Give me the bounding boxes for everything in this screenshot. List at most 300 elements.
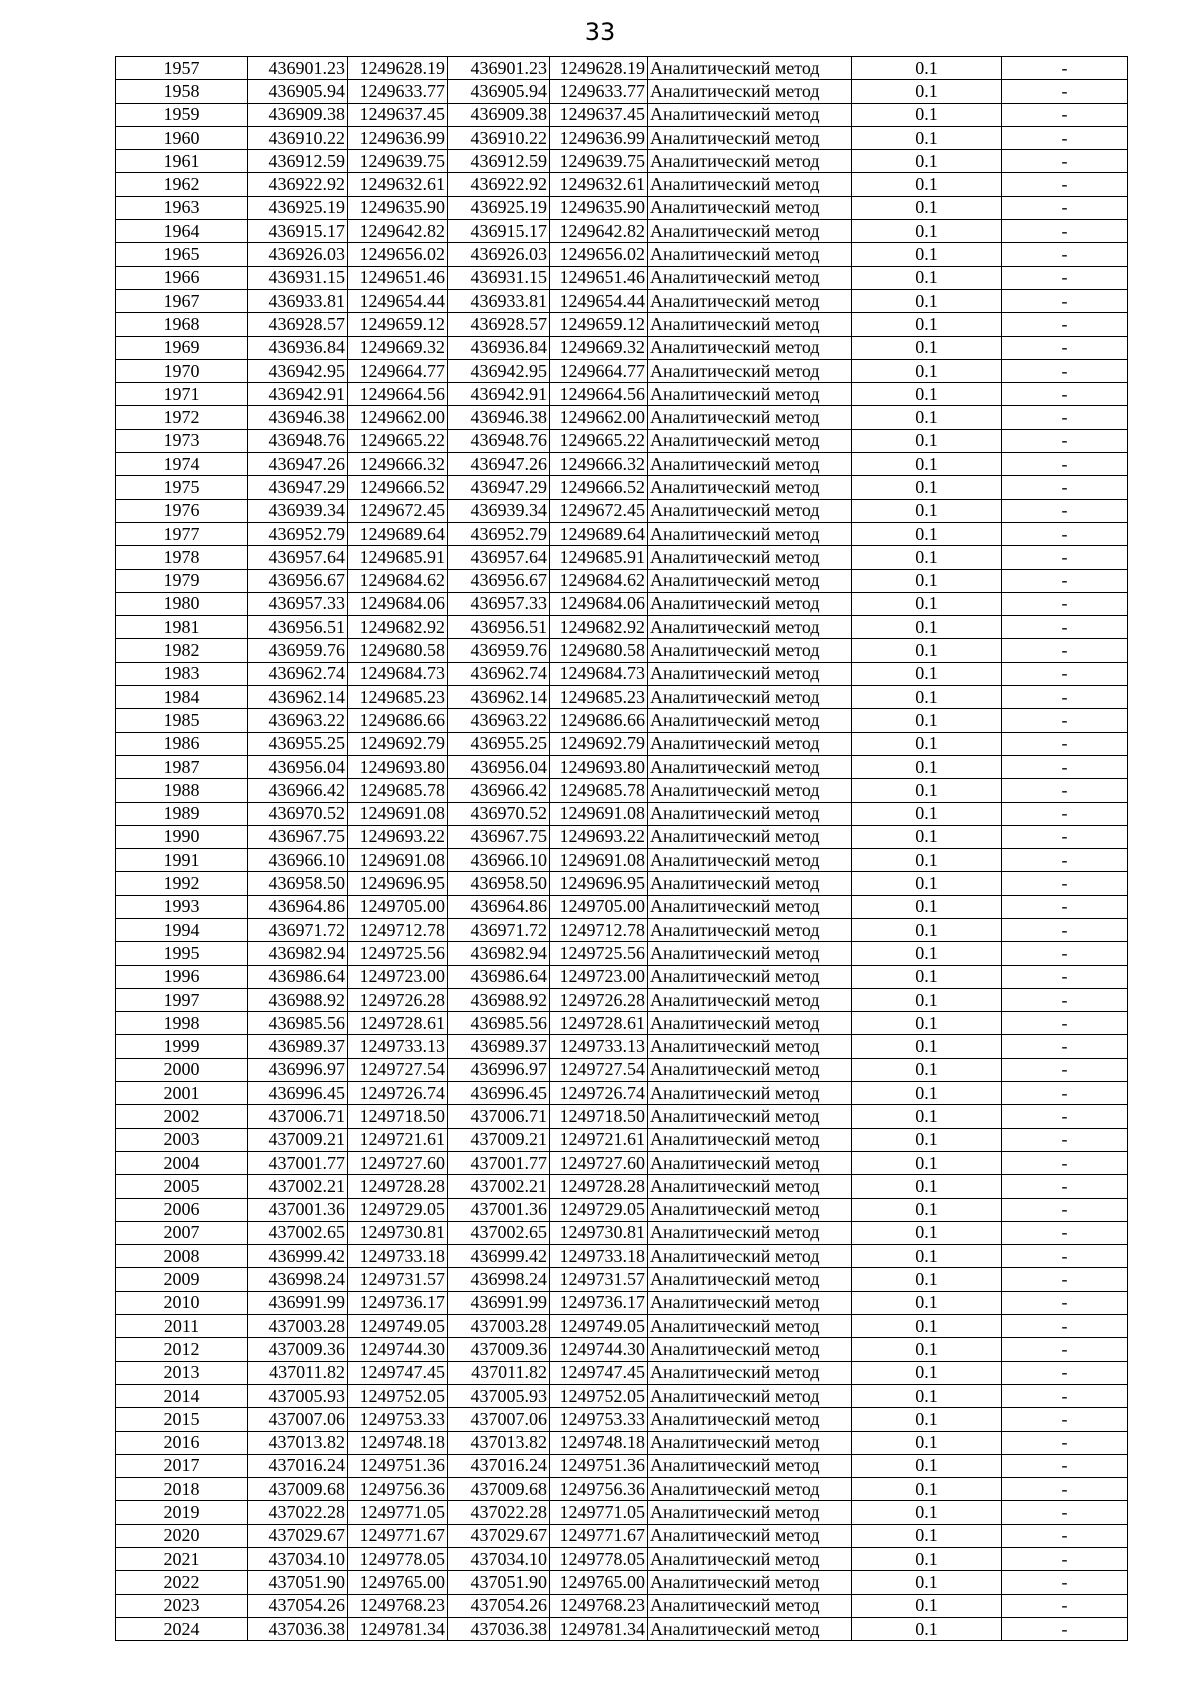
- y-coord-cell: 1249684.06: [550, 592, 648, 615]
- method-cell: Аналитический метод: [648, 476, 852, 499]
- y-coord-cell: 1249635.90: [550, 196, 648, 219]
- method-cell: Аналитический метод: [648, 592, 852, 615]
- method-cell: Аналитический метод: [648, 942, 852, 965]
- x-coord-cell: 436910.22: [448, 126, 550, 149]
- note-cell: -: [1002, 988, 1128, 1011]
- y-coord-cell: 1249628.19: [348, 57, 448, 80]
- y-coord-cell: 1249635.90: [348, 196, 448, 219]
- y-coord-cell: 1249691.08: [348, 849, 448, 872]
- table-row: [116, 1594, 1128, 1617]
- y-coord-cell: 1249731.57: [550, 1268, 648, 1291]
- x-coord-cell: 436957.33: [448, 592, 550, 615]
- coordinates-table: [115, 56, 1128, 1641]
- point-number-cell: 1965: [116, 243, 248, 266]
- y-coord-cell: 1249691.08: [550, 849, 648, 872]
- accuracy-cell: 0.1: [852, 662, 1002, 685]
- x-coord-cell: 436928.57: [248, 313, 348, 336]
- y-coord-cell: 1249685.91: [550, 546, 648, 569]
- accuracy-cell: 0.1: [852, 476, 1002, 499]
- x-coord-cell: 436985.56: [248, 1012, 348, 1035]
- y-coord-cell: 1249756.36: [348, 1478, 448, 1501]
- x-coord-cell: 436909.38: [248, 103, 348, 126]
- x-coord-cell: 436909.38: [448, 103, 550, 126]
- x-coord-cell: 436936.84: [248, 336, 348, 359]
- x-coord-cell: 437051.90: [448, 1571, 550, 1594]
- point-number-cell: 1993: [116, 895, 248, 918]
- y-coord-cell: 1249751.36: [348, 1454, 448, 1477]
- method-cell: Аналитический метод: [648, 1594, 852, 1617]
- x-coord-cell: 436991.99: [448, 1291, 550, 1314]
- table-row: [116, 1524, 1128, 1547]
- table-row: [116, 1478, 1128, 1501]
- table-row: [116, 1151, 1128, 1174]
- x-coord-cell: 437002.65: [248, 1221, 348, 1244]
- y-coord-cell: 1249768.23: [550, 1594, 648, 1617]
- note-cell: -: [1002, 1454, 1128, 1477]
- point-number-cell: 1991: [116, 849, 248, 872]
- accuracy-cell: 0.1: [852, 825, 1002, 848]
- table-row: [116, 1408, 1128, 1431]
- point-number-cell: 1998: [116, 1012, 248, 1035]
- y-coord-cell: 1249778.05: [348, 1548, 448, 1571]
- x-coord-cell: 436998.24: [448, 1268, 550, 1291]
- table-row: [116, 406, 1128, 429]
- x-coord-cell: 436998.24: [248, 1268, 348, 1291]
- x-coord-cell: 436939.34: [448, 499, 550, 522]
- note-cell: -: [1002, 476, 1128, 499]
- method-cell: Аналитический метод: [648, 639, 852, 662]
- y-coord-cell: 1249642.82: [550, 220, 648, 243]
- point-number-cell: 1975: [116, 476, 248, 499]
- point-number-cell: 2008: [116, 1245, 248, 1268]
- method-cell: Аналитический метод: [648, 453, 852, 476]
- note-cell: -: [1002, 57, 1128, 80]
- x-coord-cell: 436901.23: [448, 57, 550, 80]
- y-coord-cell: 1249749.05: [550, 1315, 648, 1338]
- method-cell: Аналитический метод: [648, 1454, 852, 1477]
- x-coord-cell: 437006.71: [448, 1105, 550, 1128]
- table-row: [116, 243, 1128, 266]
- accuracy-cell: 0.1: [852, 103, 1002, 126]
- table-row: [116, 686, 1128, 709]
- method-cell: Аналитический метод: [648, 1035, 852, 1058]
- y-coord-cell: 1249639.75: [348, 150, 448, 173]
- accuracy-cell: 0.1: [852, 1431, 1002, 1454]
- method-cell: Аналитический метод: [648, 383, 852, 406]
- method-cell: Аналитический метод: [648, 1082, 852, 1105]
- x-coord-cell: 437054.26: [448, 1594, 550, 1617]
- y-coord-cell: 1249781.34: [550, 1617, 648, 1640]
- x-coord-cell: 437034.10: [448, 1548, 550, 1571]
- accuracy-cell: 0.1: [852, 1105, 1002, 1128]
- accuracy-cell: 0.1: [852, 802, 1002, 825]
- y-coord-cell: 1249696.95: [550, 872, 648, 895]
- method-cell: Аналитический метод: [648, 173, 852, 196]
- table-row: [116, 732, 1128, 755]
- note-cell: -: [1002, 406, 1128, 429]
- method-cell: Аналитический метод: [648, 1478, 852, 1501]
- y-coord-cell: 1249705.00: [550, 895, 648, 918]
- y-coord-cell: 1249684.73: [550, 662, 648, 685]
- accuracy-cell: 0.1: [852, 313, 1002, 336]
- x-coord-cell: 436986.64: [448, 965, 550, 988]
- accuracy-cell: 0.1: [852, 686, 1002, 709]
- point-number-cell: 1986: [116, 732, 248, 755]
- accuracy-cell: 0.1: [852, 196, 1002, 219]
- note-cell: -: [1002, 779, 1128, 802]
- point-number-cell: 1989: [116, 802, 248, 825]
- accuracy-cell: 0.1: [852, 1291, 1002, 1314]
- table-row: [116, 1361, 1128, 1384]
- accuracy-cell: 0.1: [852, 1315, 1002, 1338]
- point-number-cell: 2004: [116, 1151, 248, 1174]
- note-cell: -: [1002, 872, 1128, 895]
- note-cell: -: [1002, 1291, 1128, 1314]
- note-cell: -: [1002, 569, 1128, 592]
- note-cell: -: [1002, 103, 1128, 126]
- x-coord-cell: 436963.22: [248, 709, 348, 732]
- table-row: [116, 1198, 1128, 1221]
- accuracy-cell: 0.1: [852, 849, 1002, 872]
- method-cell: Аналитический метод: [648, 126, 852, 149]
- x-coord-cell: 437001.36: [448, 1198, 550, 1221]
- x-coord-cell: 437022.28: [448, 1501, 550, 1524]
- point-number-cell: 1970: [116, 359, 248, 382]
- note-cell: -: [1002, 546, 1128, 569]
- x-coord-cell: 436989.37: [448, 1035, 550, 1058]
- point-number-cell: 1960: [116, 126, 248, 149]
- y-coord-cell: 1249730.81: [550, 1221, 648, 1244]
- method-cell: Аналитический метод: [648, 755, 852, 778]
- x-coord-cell: 436942.91: [448, 383, 550, 406]
- method-cell: Аналитический метод: [648, 802, 852, 825]
- x-coord-cell: 436956.51: [448, 616, 550, 639]
- method-cell: Аналитический метод: [648, 895, 852, 918]
- note-cell: -: [1002, 1082, 1128, 1105]
- table-row: [116, 1384, 1128, 1407]
- x-coord-cell: 436905.94: [448, 80, 550, 103]
- table-row: [116, 546, 1128, 569]
- y-coord-cell: 1249642.82: [348, 220, 448, 243]
- table-row: [116, 569, 1128, 592]
- accuracy-cell: 0.1: [852, 779, 1002, 802]
- y-coord-cell: 1249705.00: [348, 895, 448, 918]
- accuracy-cell: 0.1: [852, 499, 1002, 522]
- table-row: [116, 965, 1128, 988]
- y-coord-cell: 1249684.06: [348, 592, 448, 615]
- accuracy-cell: 0.1: [852, 406, 1002, 429]
- x-coord-cell: 436928.57: [448, 313, 550, 336]
- method-cell: Аналитический метод: [648, 1571, 852, 1594]
- y-coord-cell: 1249672.45: [550, 499, 648, 522]
- method-cell: Аналитический метод: [648, 406, 852, 429]
- x-coord-cell: 436915.17: [448, 220, 550, 243]
- method-cell: Аналитический метод: [648, 196, 852, 219]
- table-row: [116, 499, 1128, 522]
- accuracy-cell: 0.1: [852, 1035, 1002, 1058]
- y-coord-cell: 1249727.54: [348, 1058, 448, 1081]
- x-coord-cell: 436958.50: [448, 872, 550, 895]
- y-coord-cell: 1249689.64: [348, 522, 448, 545]
- method-cell: Аналитический метод: [648, 57, 852, 80]
- method-cell: Аналитический метод: [648, 1012, 852, 1035]
- x-coord-cell: 437001.77: [248, 1151, 348, 1174]
- accuracy-cell: 0.1: [852, 429, 1002, 452]
- table-row: [116, 1058, 1128, 1081]
- x-coord-cell: 436956.51: [248, 616, 348, 639]
- table-row: [116, 289, 1128, 312]
- x-coord-cell: 436947.26: [248, 453, 348, 476]
- x-coord-cell: 437009.21: [448, 1128, 550, 1151]
- note-cell: -: [1002, 173, 1128, 196]
- accuracy-cell: 0.1: [852, 126, 1002, 149]
- table-row: [116, 173, 1128, 196]
- point-number-cell: 1984: [116, 686, 248, 709]
- y-coord-cell: 1249753.33: [550, 1408, 648, 1431]
- note-cell: -: [1002, 639, 1128, 662]
- method-cell: Аналитический метод: [648, 1384, 852, 1407]
- x-coord-cell: 436989.37: [248, 1035, 348, 1058]
- note-cell: -: [1002, 313, 1128, 336]
- x-coord-cell: 437054.26: [248, 1594, 348, 1617]
- y-coord-cell: 1249684.62: [550, 569, 648, 592]
- y-coord-cell: 1249729.05: [550, 1198, 648, 1221]
- accuracy-cell: 0.1: [852, 1198, 1002, 1221]
- x-coord-cell: 437013.82: [248, 1431, 348, 1454]
- method-cell: Аналитический метод: [648, 1058, 852, 1081]
- x-coord-cell: 436933.81: [248, 289, 348, 312]
- y-coord-cell: 1249781.34: [348, 1617, 448, 1640]
- point-number-cell: 1976: [116, 499, 248, 522]
- x-coord-cell: 437036.38: [248, 1617, 348, 1640]
- x-coord-cell: 436966.10: [448, 849, 550, 872]
- y-coord-cell: 1249712.78: [550, 918, 648, 941]
- note-cell: -: [1002, 755, 1128, 778]
- accuracy-cell: 0.1: [852, 1594, 1002, 1617]
- method-cell: Аналитический метод: [648, 569, 852, 592]
- x-coord-cell: 437003.28: [448, 1315, 550, 1338]
- x-coord-cell: 436956.04: [248, 755, 348, 778]
- y-coord-cell: 1249651.46: [348, 266, 448, 289]
- y-coord-cell: 1249736.17: [550, 1291, 648, 1314]
- point-number-cell: 2005: [116, 1175, 248, 1198]
- note-cell: -: [1002, 1245, 1128, 1268]
- x-coord-cell: 436963.22: [448, 709, 550, 732]
- y-coord-cell: 1249728.28: [550, 1175, 648, 1198]
- note-cell: -: [1002, 150, 1128, 173]
- y-coord-cell: 1249666.32: [550, 453, 648, 476]
- y-coord-cell: 1249728.61: [348, 1012, 448, 1035]
- method-cell: Аналитический метод: [648, 1548, 852, 1571]
- accuracy-cell: 0.1: [852, 150, 1002, 173]
- note-cell: -: [1002, 662, 1128, 685]
- method-cell: Аналитический метод: [648, 1361, 852, 1384]
- x-coord-cell: 436926.03: [448, 243, 550, 266]
- y-coord-cell: 1249747.45: [348, 1361, 448, 1384]
- y-coord-cell: 1249718.50: [550, 1105, 648, 1128]
- accuracy-cell: 0.1: [852, 872, 1002, 895]
- note-cell: -: [1002, 1478, 1128, 1501]
- y-coord-cell: 1249733.13: [348, 1035, 448, 1058]
- y-coord-cell: 1249733.18: [550, 1245, 648, 1268]
- method-cell: Аналитический метод: [648, 499, 852, 522]
- x-coord-cell: 436988.92: [448, 988, 550, 1011]
- y-coord-cell: 1249656.02: [550, 243, 648, 266]
- x-coord-cell: 436970.52: [248, 802, 348, 825]
- point-number-cell: 1966: [116, 266, 248, 289]
- table-row: [116, 476, 1128, 499]
- note-cell: -: [1002, 616, 1128, 639]
- y-coord-cell: 1249628.19: [550, 57, 648, 80]
- x-coord-cell: 437011.82: [448, 1361, 550, 1384]
- note-cell: -: [1002, 942, 1128, 965]
- y-coord-cell: 1249721.61: [550, 1128, 648, 1151]
- point-number-cell: 1974: [116, 453, 248, 476]
- x-coord-cell: 437029.67: [248, 1524, 348, 1547]
- point-number-cell: 1972: [116, 406, 248, 429]
- point-number-cell: 1992: [116, 872, 248, 895]
- x-coord-cell: 437002.21: [248, 1175, 348, 1198]
- point-number-cell: 2016: [116, 1431, 248, 1454]
- method-cell: Аналитический метод: [648, 1291, 852, 1314]
- method-cell: Аналитический метод: [648, 1105, 852, 1128]
- y-coord-cell: 1249751.36: [550, 1454, 648, 1477]
- y-coord-cell: 1249685.78: [550, 779, 648, 802]
- method-cell: Аналитический метод: [648, 429, 852, 452]
- method-cell: Аналитический метод: [648, 662, 852, 685]
- note-cell: -: [1002, 1501, 1128, 1524]
- table-row: [116, 196, 1128, 219]
- accuracy-cell: 0.1: [852, 895, 1002, 918]
- x-coord-cell: 436956.67: [248, 569, 348, 592]
- method-cell: Аналитический метод: [648, 243, 852, 266]
- accuracy-cell: 0.1: [852, 1245, 1002, 1268]
- table-row: [116, 1128, 1128, 1151]
- y-coord-cell: 1249669.32: [348, 336, 448, 359]
- accuracy-cell: 0.1: [852, 1524, 1002, 1547]
- y-coord-cell: 1249771.05: [550, 1501, 648, 1524]
- x-coord-cell: 436925.19: [448, 196, 550, 219]
- table-body: [116, 57, 1128, 1641]
- table-row: [116, 359, 1128, 382]
- point-number-cell: 1981: [116, 616, 248, 639]
- accuracy-cell: 0.1: [852, 1361, 1002, 1384]
- point-number-cell: 2006: [116, 1198, 248, 1221]
- x-coord-cell: 437006.71: [248, 1105, 348, 1128]
- y-coord-cell: 1249669.32: [550, 336, 648, 359]
- y-coord-cell: 1249693.22: [550, 825, 648, 848]
- note-cell: -: [1002, 732, 1128, 755]
- y-coord-cell: 1249756.36: [550, 1478, 648, 1501]
- note-cell: -: [1002, 709, 1128, 732]
- point-number-cell: 2001: [116, 1082, 248, 1105]
- note-cell: -: [1002, 849, 1128, 872]
- x-coord-cell: 436910.22: [248, 126, 348, 149]
- y-coord-cell: 1249665.22: [348, 429, 448, 452]
- x-coord-cell: 436926.03: [248, 243, 348, 266]
- accuracy-cell: 0.1: [852, 336, 1002, 359]
- table-row: [116, 313, 1128, 336]
- point-number-cell: 1957: [116, 57, 248, 80]
- accuracy-cell: 0.1: [852, 1478, 1002, 1501]
- note-cell: -: [1002, 1221, 1128, 1244]
- note-cell: -: [1002, 126, 1128, 149]
- accuracy-cell: 0.1: [852, 1571, 1002, 1594]
- x-coord-cell: 436957.64: [448, 546, 550, 569]
- y-coord-cell: 1249637.45: [348, 103, 448, 126]
- y-coord-cell: 1249684.73: [348, 662, 448, 685]
- y-coord-cell: 1249729.05: [348, 1198, 448, 1221]
- y-coord-cell: 1249666.52: [348, 476, 448, 499]
- point-number-cell: 1990: [116, 825, 248, 848]
- accuracy-cell: 0.1: [852, 289, 1002, 312]
- table-row: [116, 126, 1128, 149]
- table-row: [116, 849, 1128, 872]
- x-coord-cell: 436946.38: [448, 406, 550, 429]
- method-cell: Аналитический метод: [648, 1175, 852, 1198]
- accuracy-cell: 0.1: [852, 57, 1002, 80]
- x-coord-cell: 437009.36: [448, 1338, 550, 1361]
- table-row: [116, 1338, 1128, 1361]
- table-row: [116, 336, 1128, 359]
- accuracy-cell: 0.1: [852, 1128, 1002, 1151]
- x-coord-cell: 436922.92: [248, 173, 348, 196]
- point-number-cell: 1962: [116, 173, 248, 196]
- x-coord-cell: 436970.52: [448, 802, 550, 825]
- x-coord-cell: 436948.76: [248, 429, 348, 452]
- y-coord-cell: 1249768.23: [348, 1594, 448, 1617]
- table-row: [116, 383, 1128, 406]
- point-number-cell: 1979: [116, 569, 248, 592]
- accuracy-cell: 0.1: [852, 1175, 1002, 1198]
- y-coord-cell: 1249682.92: [550, 616, 648, 639]
- note-cell: -: [1002, 1524, 1128, 1547]
- y-coord-cell: 1249731.57: [348, 1268, 448, 1291]
- method-cell: Аналитический метод: [648, 1128, 852, 1151]
- table-row: [116, 1454, 1128, 1477]
- table-row: [116, 1548, 1128, 1571]
- y-coord-cell: 1249656.02: [348, 243, 448, 266]
- y-coord-cell: 1249689.64: [550, 522, 648, 545]
- point-number-cell: 1978: [116, 546, 248, 569]
- note-cell: -: [1002, 1431, 1128, 1454]
- point-number-cell: 2014: [116, 1384, 248, 1407]
- y-coord-cell: 1249725.56: [348, 942, 448, 965]
- y-coord-cell: 1249752.05: [550, 1384, 648, 1407]
- y-coord-cell: 1249747.45: [550, 1361, 648, 1384]
- x-coord-cell: 437016.24: [248, 1454, 348, 1477]
- x-coord-cell: 436982.94: [248, 942, 348, 965]
- note-cell: -: [1002, 1198, 1128, 1221]
- table-row: [116, 1501, 1128, 1524]
- note-cell: -: [1002, 383, 1128, 406]
- point-number-cell: 2003: [116, 1128, 248, 1151]
- y-coord-cell: 1249666.52: [550, 476, 648, 499]
- x-coord-cell: 436931.15: [248, 266, 348, 289]
- y-coord-cell: 1249632.61: [550, 173, 648, 196]
- method-cell: Аналитический метод: [648, 779, 852, 802]
- note-cell: -: [1002, 802, 1128, 825]
- y-coord-cell: 1249685.78: [348, 779, 448, 802]
- y-coord-cell: 1249748.18: [348, 1431, 448, 1454]
- y-coord-cell: 1249748.18: [550, 1431, 648, 1454]
- accuracy-cell: 0.1: [852, 220, 1002, 243]
- note-cell: -: [1002, 1571, 1128, 1594]
- table-row: [116, 453, 1128, 476]
- method-cell: Аналитический метод: [648, 1408, 852, 1431]
- x-coord-cell: 437016.24: [448, 1454, 550, 1477]
- method-cell: Аналитический метод: [648, 1198, 852, 1221]
